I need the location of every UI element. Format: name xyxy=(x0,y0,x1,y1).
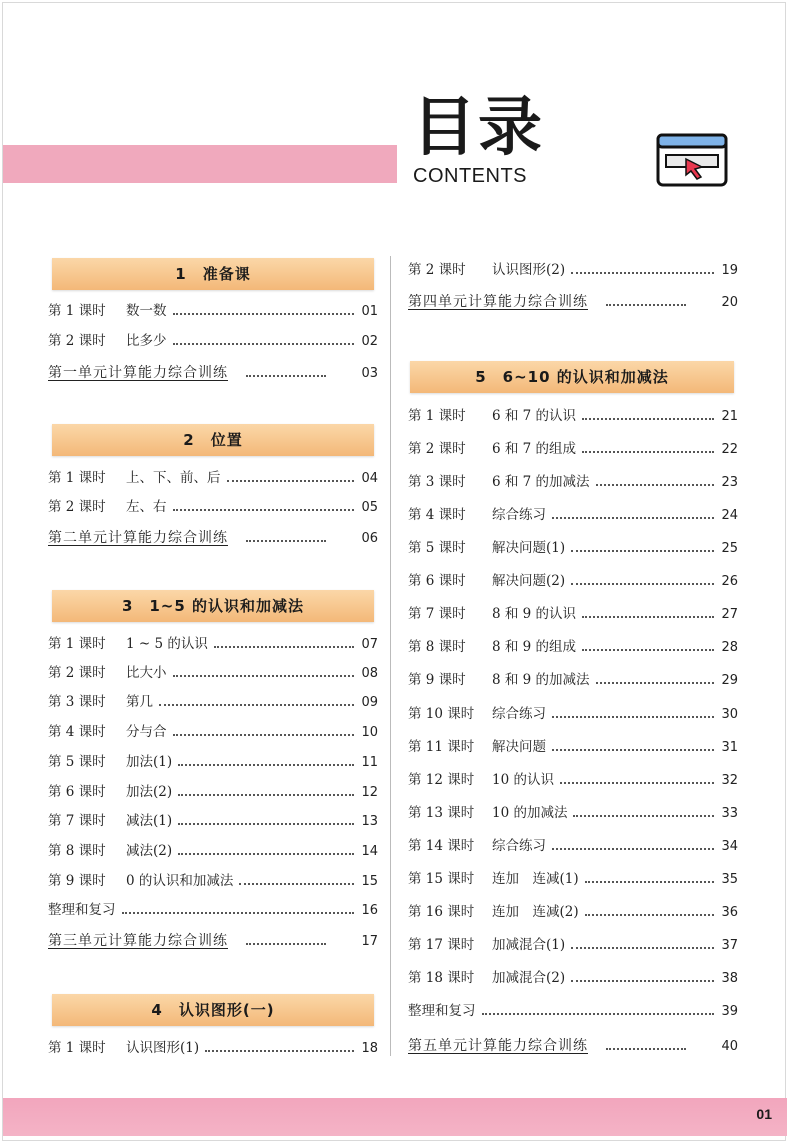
leader-dots xyxy=(582,649,714,651)
entry-title: 10 的认识 xyxy=(492,772,554,788)
lesson-number: 第 3 课时 xyxy=(48,694,106,710)
entry-title: 减法(1) xyxy=(126,813,173,829)
footer-page-number: 01 xyxy=(756,1106,772,1122)
leader-dots xyxy=(552,716,714,718)
entry-title: 第二单元计算能力综合训练 xyxy=(48,530,228,546)
lesson-number: 第 2 课时 xyxy=(48,499,106,515)
toc-entry-review[interactable] xyxy=(48,526,378,550)
page-number: 13 xyxy=(361,814,378,829)
leader-dots xyxy=(596,484,714,486)
lesson-number: 第 9 课时 xyxy=(48,873,106,889)
lesson-number: 第 13 课时 xyxy=(408,805,475,821)
toc-entry[interactable] xyxy=(408,900,738,924)
page-number: 36 xyxy=(721,905,738,920)
lesson-number: 第 14 课时 xyxy=(408,838,475,854)
toc-entry[interactable] xyxy=(408,999,738,1023)
leader-dots xyxy=(571,272,714,274)
lesson-number: 第 15 课时 xyxy=(408,871,475,887)
toc-entry[interactable] xyxy=(408,437,738,461)
entry-title: 比多少 xyxy=(126,333,167,349)
leader-dots xyxy=(246,943,326,945)
page-number: 38 xyxy=(721,971,738,986)
lesson-number: 第 1 课时 xyxy=(48,470,106,486)
toc-entry[interactable] xyxy=(408,536,738,560)
page-number: 30 xyxy=(721,707,738,722)
entry-title: 1 ~ 5 的认识 xyxy=(126,636,208,652)
page-number: 16 xyxy=(361,903,378,918)
leader-dots xyxy=(178,794,354,796)
lesson-number: 第 12 课时 xyxy=(408,772,475,788)
lesson-number: 第 2 课时 xyxy=(408,262,466,278)
lesson-number: 第 4 课时 xyxy=(408,507,466,523)
toc-entry-review[interactable] xyxy=(408,290,738,314)
leader-dots xyxy=(205,1050,354,1052)
leader-dots xyxy=(571,980,714,982)
unit-5-header: 5 6~10 的认识和加减法 xyxy=(410,361,734,393)
leader-dots xyxy=(582,616,714,618)
unit-1-header: 1 准备课 xyxy=(52,258,374,290)
page-number: 24 xyxy=(721,508,738,523)
toc-entry[interactable] xyxy=(408,569,738,593)
toc-entry[interactable] xyxy=(408,702,738,726)
lesson-number: 第 8 课时 xyxy=(48,843,106,859)
page-number: 40 xyxy=(721,1039,738,1054)
entry-title: 连加 连减(2) xyxy=(492,904,579,920)
page-number: 18 xyxy=(361,1041,378,1056)
toc-entry[interactable] xyxy=(408,404,738,428)
entry-title: 连加 连减(1) xyxy=(492,871,579,887)
page-number: 32 xyxy=(721,773,738,788)
lesson-number: 第 11 课时 xyxy=(408,739,475,755)
page-number: 28 xyxy=(721,640,738,655)
toc-entry[interactable] xyxy=(408,668,738,692)
toc-entry[interactable] xyxy=(48,495,378,519)
lesson-number: 第 1 课时 xyxy=(48,303,106,319)
toc-entry[interactable] xyxy=(48,780,378,804)
lesson-number: 第 1 课时 xyxy=(408,408,466,424)
lesson-number: 第 8 课时 xyxy=(408,639,466,655)
leader-dots xyxy=(582,418,714,420)
toc-entry[interactable] xyxy=(48,720,378,744)
entry-title: 认识图形(2) xyxy=(492,262,566,278)
page-number: 22 xyxy=(721,442,738,457)
lesson-number: 第 6 课时 xyxy=(48,784,106,800)
lesson-number: 第 7 课时 xyxy=(408,606,466,622)
entry-title: 整理和复习 xyxy=(48,902,116,918)
lesson-number: 第 2 课时 xyxy=(48,665,106,681)
entry-title: 分与合 xyxy=(126,724,167,740)
toc-entry[interactable] xyxy=(48,750,378,774)
entry-title: 数一数 xyxy=(126,303,167,319)
page-number: 19 xyxy=(721,263,738,278)
page-number: 06 xyxy=(361,531,378,546)
leader-dots xyxy=(159,704,354,706)
toc-entry-review[interactable] xyxy=(48,361,378,385)
entry-title: 解决问题(2) xyxy=(492,573,566,589)
toc-entry-review[interactable] xyxy=(48,929,378,953)
lesson-number: 第 9 课时 xyxy=(408,672,466,688)
page-number: 10 xyxy=(361,725,378,740)
page-number: 02 xyxy=(361,334,378,349)
toc-entry[interactable] xyxy=(408,966,738,990)
leader-dots xyxy=(596,682,714,684)
leader-dots xyxy=(606,1048,686,1050)
toc-entry[interactable] xyxy=(408,602,738,626)
leader-dots xyxy=(173,734,355,736)
leader-dots xyxy=(239,883,354,885)
toc-entry[interactable] xyxy=(408,635,738,659)
page-number: 29 xyxy=(721,673,738,688)
leader-dots xyxy=(173,343,355,345)
leader-dots xyxy=(585,914,714,916)
page-number: 37 xyxy=(721,938,738,953)
leader-dots xyxy=(571,583,714,585)
entry-title: 第三单元计算能力综合训练 xyxy=(48,933,228,949)
leader-dots xyxy=(122,912,355,914)
entry-title: 上、下、前、后 xyxy=(126,470,221,486)
leader-dots xyxy=(246,540,326,542)
leader-dots xyxy=(606,304,686,306)
leader-dots xyxy=(173,675,355,677)
leader-dots xyxy=(214,646,354,648)
entry-title: 加法(2) xyxy=(126,784,173,800)
leader-dots xyxy=(178,823,354,825)
entry-title: 认识图形(1) xyxy=(126,1040,200,1056)
toc-entry[interactable] xyxy=(48,632,378,656)
toc-entry-review[interactable] xyxy=(408,1034,738,1058)
lesson-number: 第 5 课时 xyxy=(48,754,106,770)
entry-title: 第五单元计算能力综合训练 xyxy=(408,1038,588,1054)
page-number: 26 xyxy=(721,574,738,589)
toc-entry[interactable] xyxy=(408,768,738,792)
page-number: 35 xyxy=(721,872,738,887)
page-number: 05 xyxy=(361,500,378,515)
page-number: 15 xyxy=(361,874,378,889)
page-number: 21 xyxy=(721,409,738,424)
toc-entry[interactable] xyxy=(48,809,378,833)
leader-dots xyxy=(173,313,355,315)
toc-entry[interactable] xyxy=(48,466,378,490)
leader-dots xyxy=(227,480,355,482)
page-number: 14 xyxy=(361,844,378,859)
page-number: 07 xyxy=(361,637,378,652)
entry-title: 第四单元计算能力综合训练 xyxy=(408,294,588,310)
entry-title: 0 的认识和加减法 xyxy=(126,873,234,889)
toc-entry[interactable] xyxy=(48,869,378,893)
browser-cursor-icon xyxy=(656,133,728,187)
page-number: 12 xyxy=(361,785,378,800)
page-subtitle: CONTENTS xyxy=(413,165,527,187)
leader-dots xyxy=(585,881,714,883)
leader-dots xyxy=(246,375,326,377)
lesson-number: 第 16 课时 xyxy=(408,904,475,920)
entry-title: 整理和复习 xyxy=(408,1003,476,1019)
page-number: 23 xyxy=(721,475,738,490)
entry-title: 6 和 7 的认识 xyxy=(492,408,577,424)
lesson-number: 第 1 课时 xyxy=(48,636,106,652)
page-number: 01 xyxy=(361,304,378,319)
lesson-number: 第 6 课时 xyxy=(408,573,466,589)
entry-title: 第一单元计算能力综合训练 xyxy=(48,365,228,381)
page-number: 04 xyxy=(361,471,378,486)
leader-dots xyxy=(178,853,354,855)
entry-title: 加减混合(1) xyxy=(492,937,566,953)
entry-title: 6 和 7 的加减法 xyxy=(492,474,590,490)
entry-title: 左、右 xyxy=(126,499,167,515)
entry-title: 比大小 xyxy=(126,665,167,681)
leader-dots xyxy=(552,517,714,519)
unit-3-header: 3 1~5 的认识和加减法 xyxy=(52,590,374,622)
toc-entry[interactable] xyxy=(408,933,738,957)
footer-band xyxy=(3,1098,787,1136)
toc-entry[interactable] xyxy=(48,1036,378,1060)
entry-title: 加法(1) xyxy=(126,754,173,770)
page-number: 39 xyxy=(721,1004,738,1019)
entry-title: 综合练习 xyxy=(492,706,546,722)
lesson-number: 第 7 课时 xyxy=(48,813,106,829)
entry-title: 6 和 7 的组成 xyxy=(492,441,577,457)
toc-entry[interactable] xyxy=(408,834,738,858)
page-number: 09 xyxy=(361,695,378,710)
lesson-number: 第 3 课时 xyxy=(408,474,466,490)
page-number: 03 xyxy=(361,366,378,381)
toc-entry[interactable] xyxy=(408,470,738,494)
leader-dots xyxy=(571,947,714,949)
page-number: 34 xyxy=(721,839,738,854)
leader-dots xyxy=(573,815,714,817)
page-title: 目录 xyxy=(412,90,544,165)
toc-entry[interactable] xyxy=(408,867,738,891)
toc-entry[interactable] xyxy=(48,839,378,863)
page-number: 25 xyxy=(721,541,738,556)
toc-entry[interactable] xyxy=(48,690,378,714)
lesson-number: 第 2 课时 xyxy=(408,441,466,457)
toc-entry[interactable] xyxy=(408,503,738,527)
column-divider xyxy=(390,256,391,1056)
entry-title: 8 和 9 的认识 xyxy=(492,606,577,622)
lesson-number: 第 2 课时 xyxy=(48,333,106,349)
lesson-number: 第 17 课时 xyxy=(408,937,475,953)
entry-title: 8 和 9 的加减法 xyxy=(492,672,590,688)
page-number: 27 xyxy=(721,607,738,622)
lesson-number: 第 18 课时 xyxy=(408,970,475,986)
leader-dots xyxy=(552,848,714,850)
page-number: 20 xyxy=(721,295,738,310)
page-number: 08 xyxy=(361,666,378,681)
lesson-number: 第 1 课时 xyxy=(48,1040,106,1056)
leader-dots xyxy=(571,550,714,552)
entry-title: 第几 xyxy=(126,694,153,710)
leader-dots xyxy=(552,749,714,751)
unit-4-header: 4 认识图形(一) xyxy=(52,994,374,1026)
entry-title: 8 和 9 的组成 xyxy=(492,639,577,655)
toc-entry[interactable] xyxy=(408,735,738,759)
entry-title: 综合练习 xyxy=(492,507,546,523)
entry-title: 解决问题 xyxy=(492,739,546,755)
page-number: 31 xyxy=(721,740,738,755)
page-number: 11 xyxy=(361,755,378,770)
entry-title: 综合练习 xyxy=(492,838,546,854)
toc-entry[interactable] xyxy=(408,258,738,282)
page-number: 33 xyxy=(721,806,738,821)
lesson-number: 第 5 课时 xyxy=(408,540,466,556)
lesson-number: 第 10 课时 xyxy=(408,706,475,722)
leader-dots xyxy=(560,782,714,784)
toc-entry[interactable] xyxy=(48,898,378,922)
entry-title: 解决问题(1) xyxy=(492,540,566,556)
lesson-number: 第 4 课时 xyxy=(48,724,106,740)
leader-dots xyxy=(482,1013,715,1015)
unit-2-header: 2 位置 xyxy=(52,424,374,456)
toc-entry[interactable] xyxy=(48,329,378,353)
leader-dots xyxy=(173,509,355,511)
title-accent-bar xyxy=(3,145,397,183)
page-number: 17 xyxy=(361,934,378,949)
leader-dots xyxy=(582,451,714,453)
entry-title: 10 的加减法 xyxy=(492,805,568,821)
toc-entry[interactable] xyxy=(408,801,738,825)
toc-entry[interactable] xyxy=(48,661,378,685)
entry-title: 减法(2) xyxy=(126,843,173,859)
leader-dots xyxy=(178,764,354,766)
entry-title: 加减混合(2) xyxy=(492,970,566,986)
toc-entry[interactable] xyxy=(48,299,378,323)
